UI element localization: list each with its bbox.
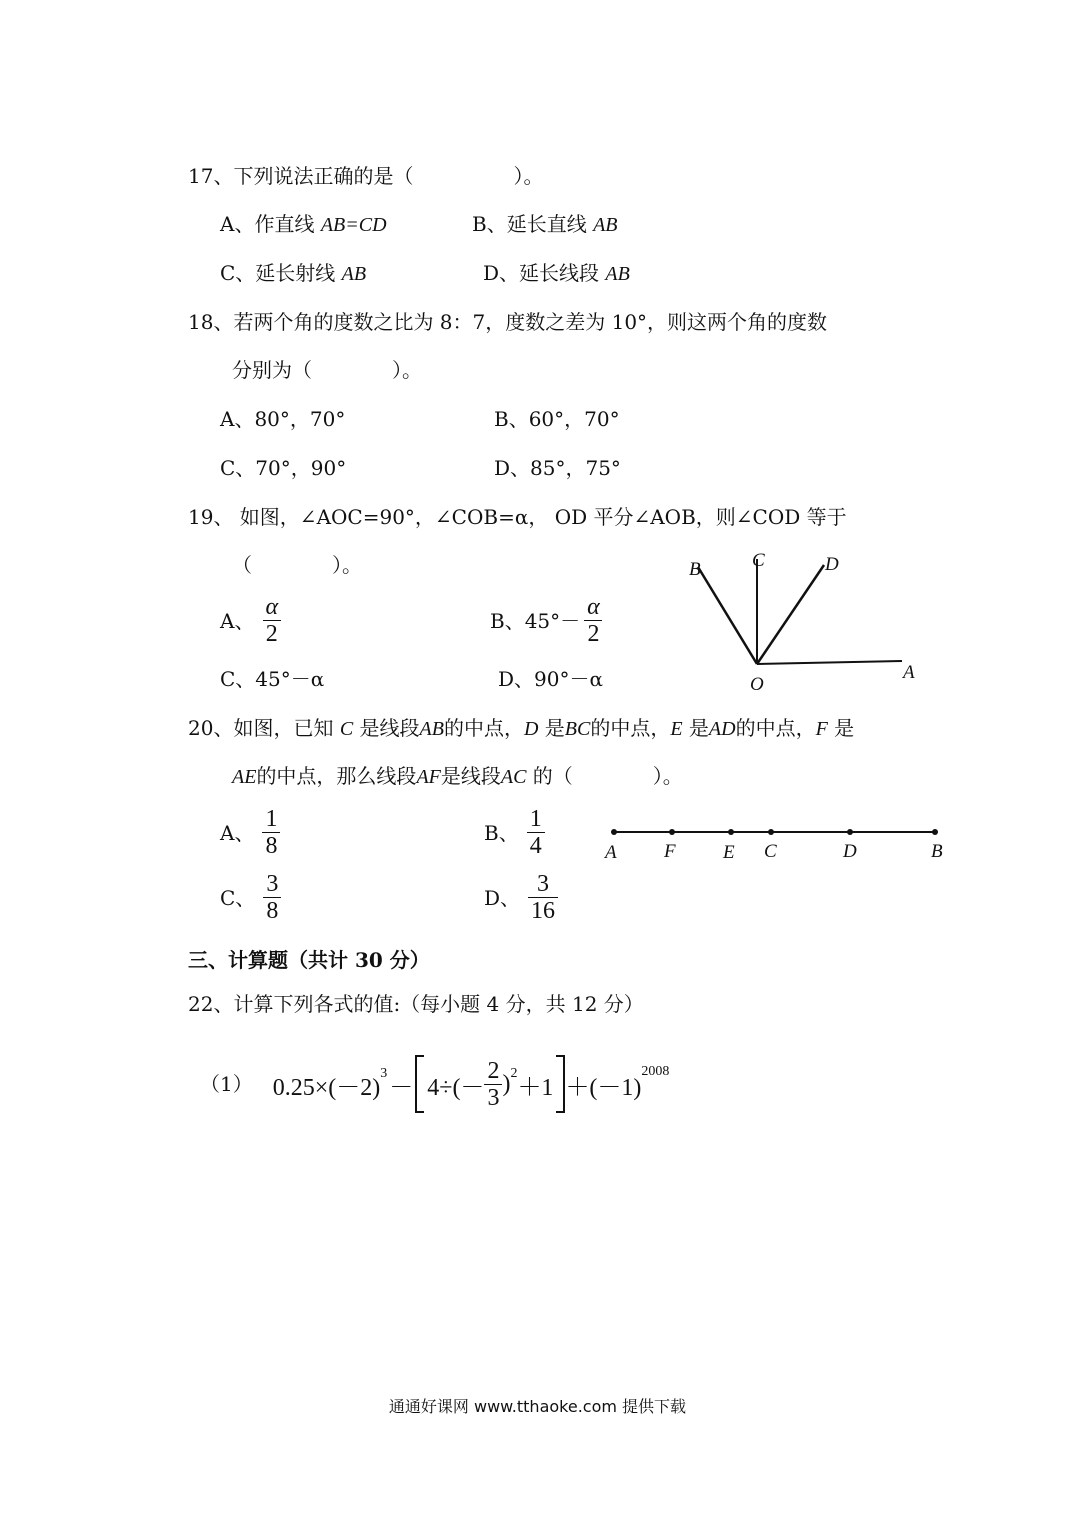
q18-option-a: A、80°，70°: [220, 407, 346, 431]
fraction-numerator: 3: [266, 871, 279, 897]
expr-exponent: 3: [380, 1066, 388, 1081]
q17-option-d-var: AB: [605, 263, 630, 285]
q20-stem-text: 的中点，那么线段: [256, 764, 417, 788]
q17-option-b-label: B、延长直线: [472, 212, 594, 236]
fraction-numerator: 2: [487, 1057, 500, 1084]
label-d: D: [843, 841, 857, 862]
q17-option-a-var: AB=CD: [320, 214, 387, 236]
q18-option-d: D、85°，75°: [494, 456, 621, 480]
expr-exponent: 2: [510, 1066, 518, 1081]
label-a: A: [605, 842, 617, 863]
label-f: F: [664, 841, 676, 862]
q20-var: C: [339, 718, 354, 740]
fraction-numerator: 3: [537, 871, 550, 897]
q20-option-a-label: A、: [220, 820, 255, 845]
q22-stem: 22、计算下列各式的值:（每小题 4 分，共 12 分）: [188, 992, 644, 1016]
expr-exponent: 2008: [641, 1064, 670, 1079]
right-bracket-icon: [556, 1055, 565, 1113]
q20-option-d: [484, 871, 558, 924]
q20-stem-text: 的中点，: [735, 716, 816, 740]
point-b: [932, 829, 938, 835]
q17-option-c-var: AB: [341, 263, 367, 285]
q19-option-a: [220, 594, 281, 647]
q20-var: D: [523, 718, 539, 740]
q19-option-a-label: A、: [220, 608, 255, 633]
label-c: C: [764, 841, 777, 862]
q20-option-b: [484, 806, 545, 859]
q20-var: AF: [416, 766, 441, 788]
q20-var: F: [815, 718, 828, 740]
section-heading: 三、计算题（共计 30 分）: [188, 948, 430, 972]
point-c: [768, 829, 774, 835]
expr-part3: ＋(－1): [565, 1074, 642, 1101]
q20-stem-text: 的（ ）。: [526, 764, 683, 788]
bracket-inner2: ): [502, 1070, 511, 1097]
point-a: [611, 829, 617, 835]
expr-part1: 0.25×(－2): [272, 1074, 381, 1101]
fraction-denominator: 3: [484, 1084, 502, 1111]
q19-option-b-fraction: [584, 594, 603, 647]
q20-stem-text: 是线段: [440, 764, 501, 788]
q20-var: AE: [232, 766, 257, 788]
q19-option-a-fraction: [262, 594, 281, 647]
q20-option-a: [220, 806, 280, 859]
fraction-denominator: 2: [584, 620, 602, 647]
fraction-denominator: 16: [528, 897, 558, 924]
fraction-denominator: 8: [263, 897, 281, 924]
ray-ob: [698, 567, 757, 664]
q17-option-c-label: C、延长射线: [220, 261, 342, 285]
q18-stem-line2: 分别为（ ）。: [232, 358, 422, 382]
q20-option-b-fraction: [527, 806, 545, 859]
fraction-numerator: 1: [265, 806, 278, 832]
q20-stem-text: 的中点，: [590, 716, 671, 740]
fraction-denominator: 4: [527, 832, 545, 859]
q19-stem-line2: （ ）。: [232, 553, 362, 577]
point-d: [847, 829, 853, 835]
q17-option-a: [220, 212, 387, 237]
q20-option-d-label: D、: [484, 885, 521, 910]
q17-option-a-label: A、作直线: [220, 212, 321, 236]
q20-stem-text: 是线段: [353, 716, 420, 740]
bracket-inner1: 4÷(－: [427, 1074, 485, 1101]
label-a: A: [903, 662, 915, 683]
fraction-numerator: α: [587, 594, 600, 620]
fraction-denominator: 2: [263, 620, 281, 647]
page-footer: 通通好课网 www.tthaoke.com 提供下载: [388, 1397, 687, 1416]
q20-option-d-fraction: [528, 871, 558, 924]
q19-option-b: [490, 594, 603, 647]
q19-angle-figure: [680, 545, 920, 695]
ray-oa: [757, 661, 902, 664]
point-f: [669, 829, 675, 835]
q22-item-1: [200, 1056, 669, 1112]
q17-option-c: [220, 261, 366, 286]
label-e: E: [723, 842, 735, 863]
label-b: B: [689, 559, 701, 580]
q20-var: BC: [564, 718, 591, 740]
q20-var: AC: [500, 766, 527, 788]
q17-option-d: [483, 261, 630, 286]
q20-option-c-fraction: [263, 871, 281, 924]
q20-var: AB: [419, 718, 444, 740]
q19-stem-line1: 19、 如图，∠AOC=90°，∠COB=α， OD 平分∠AOB，则∠COD 等于: [188, 505, 847, 529]
q20-stem-text: 是: [538, 716, 565, 740]
q20-stem-text: 是: [827, 716, 855, 740]
label-o: O: [750, 674, 764, 695]
expr-minus: －: [389, 1074, 414, 1101]
expr-fraction: [484, 1058, 502, 1111]
q20-option-a-fraction: [262, 806, 280, 859]
q18-stem-line1: 18、若两个角的度数之比为 8：7，度数之差为 10°，则这两个角的度数: [188, 310, 828, 334]
q20-var: AD: [708, 718, 736, 740]
q20-option-c: [220, 871, 281, 924]
q19-option-d: D、90°－α: [498, 667, 603, 691]
ray-od: [757, 565, 824, 664]
q18-option-b: B、60°，70°: [494, 407, 620, 431]
q19-option-b-label: B、45°－: [490, 608, 581, 633]
bracket-inner3: ＋1: [517, 1074, 554, 1101]
q18-option-c: C、70°，90°: [220, 456, 347, 480]
q17-stem: 17、下列说法正确的是（ ）。: [188, 164, 544, 188]
q20-option-b-label: B、: [484, 820, 519, 845]
q20-option-c-label: C、: [220, 885, 256, 910]
q20-stem-line1: [188, 716, 854, 741]
q17-option-d-label: D、延长线段: [483, 261, 606, 285]
left-bracket-icon: [415, 1055, 424, 1113]
q20-stem-text: 是: [682, 716, 709, 740]
label-c: C: [752, 550, 765, 571]
fraction-numerator: α: [265, 594, 279, 620]
point-e: [728, 829, 734, 835]
q19-option-c: C、45°－α: [220, 667, 325, 691]
q17-option-b-var: AB: [593, 214, 618, 236]
q20-stem-text: 20、如图，已知: [188, 716, 340, 740]
label-d: D: [825, 554, 839, 575]
q20-stem-text: 的中点，: [443, 716, 524, 740]
q22-item-label: （1）: [200, 1072, 253, 1096]
q20-var: E: [670, 718, 683, 740]
fraction-numerator: 1: [529, 806, 542, 832]
q20-stem-line2: [232, 764, 683, 789]
q20-segment-figure: [600, 818, 960, 868]
label-b: B: [931, 841, 943, 862]
q17-option-b: [472, 212, 618, 237]
fraction-denominator: 8: [262, 832, 280, 859]
